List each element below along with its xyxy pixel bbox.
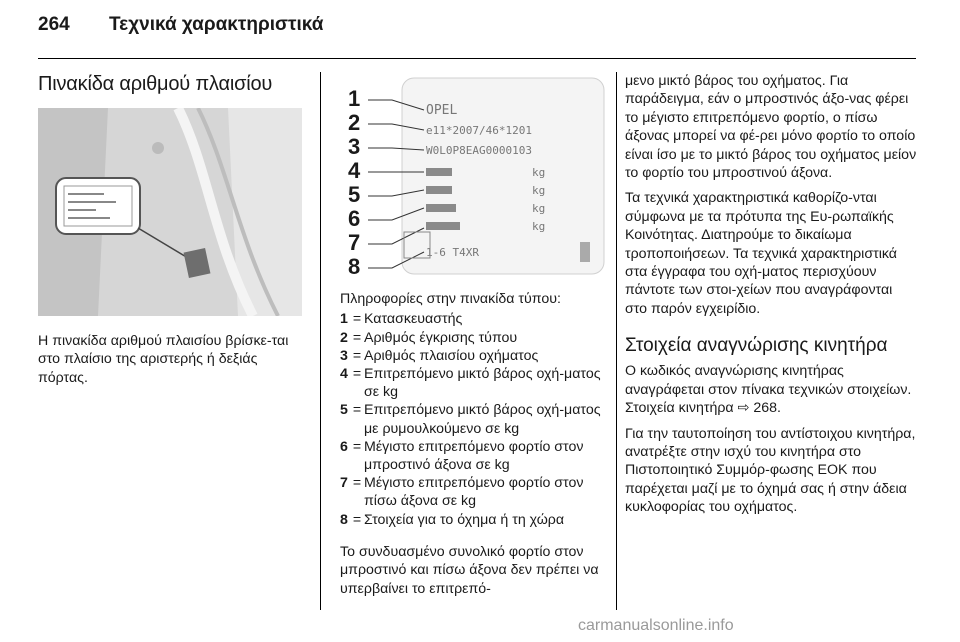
left-column (38, 72, 302, 387)
plate-country-data: 1-6 T4XR (426, 246, 479, 259)
legend-item: 1 = Κατασκευαστής (340, 311, 463, 328)
legend-item: 5 = Επιτρεπόμενο μικτό βάρος οχή-ματος με ρυμουλκούμενο σε kg (340, 402, 601, 437)
column-divider-1 (320, 72, 321, 610)
page-header (38, 14, 323, 36)
axle-load-paragraph: Το συνδυασμένο συνολικό φορτίο στον μπροστινό και πίσω άξονα δεν πρέπει να υπερβαίνει το επιτρεπό- (340, 543, 599, 597)
middle-column (340, 72, 608, 598)
legend-item: 2 = Αριθμός έγκρισης τύπου (340, 329, 518, 346)
page-title: Τεχνικά χαρακτηριστικά (108, 14, 324, 35)
door-frame-photo (38, 108, 302, 316)
section-heading-engine-id: Στοιχεία αναγνώρισης κινητήρα (625, 335, 888, 357)
callout-4: 4 (348, 158, 361, 183)
legend-item: 4 = Επιτρεπόμενο μικτό βάρος οχή-ματος σε kg (340, 366, 601, 401)
column-divider-2 (616, 72, 617, 610)
header-rule (38, 58, 916, 59)
legend-item: 7 = Μέγιστο επιτρεπόμενο φορτίο στον πίσω άξονα σε kg (340, 475, 584, 510)
plate-unit-6: kg (532, 202, 546, 215)
specifications-note: Τα τεχνικά χαρακτηριστικά καθορίζο-νται σύμφωνα με τα πρότυπα της Ευ-ρωπαϊκής Κοινότητας. Διατηρούμε το δικαίωμα τροποποιήσεων. Τα τεχνικά χαρακτηριστικά στα έγγραφα του οχή-ματος περισχύουν πάντοτε των στοι-χείων που αναγράφονται στο παρόν εγχειρίδιο. (625, 190, 897, 317)
plate-unit-5: kg (532, 184, 546, 197)
callout-8: 8 (348, 254, 361, 279)
legend-item: 8 = Στοιχεία για το όχημα ή τη χώρα (340, 511, 565, 528)
callout-5: 5 (348, 182, 361, 207)
type-plate-legend (340, 310, 608, 528)
axle-load-paragraph-continued: μενο μικτό βάρος του οχήματος. Για παράδειγμα, εάν ο μπροστινός άξο-νας φέρει το μέγιστο επιτρεπόμενο φορτίο, ο πίσω άξονας μπορεί να φέ-ρει μόνο φορτίο το οποίο είναι ίσο με το μικτό βάρος του οχήματος μείον το φορτίο του μπροστινού άξονα. (625, 73, 917, 182)
section-heading-vin-plate: Πινακίδα αριθμού πλαισίου (38, 73, 273, 95)
right-column (625, 72, 917, 517)
callout-1: 1 (348, 86, 361, 111)
plate-approval-number: e11*2007/46*1201 (426, 124, 532, 137)
vin-plate-caption: Η πινακίδα αριθμού πλαισίου βρίσκε-ται στο πλαίσιο της αριστερής ή δεξιάς πόρτας. (38, 333, 289, 386)
plate-brand: OPEL (426, 103, 458, 118)
callout-6: 6 (348, 206, 361, 231)
type-plate-illustration (340, 72, 608, 280)
callout-3: 3 (348, 134, 361, 159)
engine-identification-paragraph: Για την ταυτοποίηση του αντίστοιχου κινητήρα, ανατρέξτε στην ισχύ του κινητήρα στο Πιστοποιητικό Συμμόρ-φωσης ΕΟΚ που παρέχεται μαζί με το όχημά σας ή στην άδεια κυκλοφορίας του οχήματος. (625, 425, 916, 516)
watermark: carmanualsonline.info (578, 617, 734, 634)
plate-vin: W0L0P8EAG0000103 (426, 144, 532, 157)
plate-unit-4: kg (532, 166, 546, 179)
legend-item: 3 = Αριθμός πλαισίου οχήματος (340, 347, 539, 364)
page-number: 264 (38, 14, 70, 35)
callout-7: 7 (348, 230, 361, 255)
legend-item: 6 = Μέγιστο επιτρεπόμενο φορτίο στον μπροστινό άξονα σε kg (340, 438, 584, 474)
plate-unit-7: kg (532, 220, 546, 233)
callout-2: 2 (348, 110, 361, 135)
engine-id-paragraph: Ο κωδικός αναγνώρισης κινητήρας αναγράφεται στον πίνακα τεχνικών στοιχείων. Στοιχεία κινητήρα ⇨ 268. (625, 363, 912, 417)
door-frame-illustration (38, 108, 302, 316)
type-plate-intro: Πληροφορίες στην πινακίδα τύπου: (340, 291, 561, 307)
type-plate-figure (340, 72, 608, 280)
